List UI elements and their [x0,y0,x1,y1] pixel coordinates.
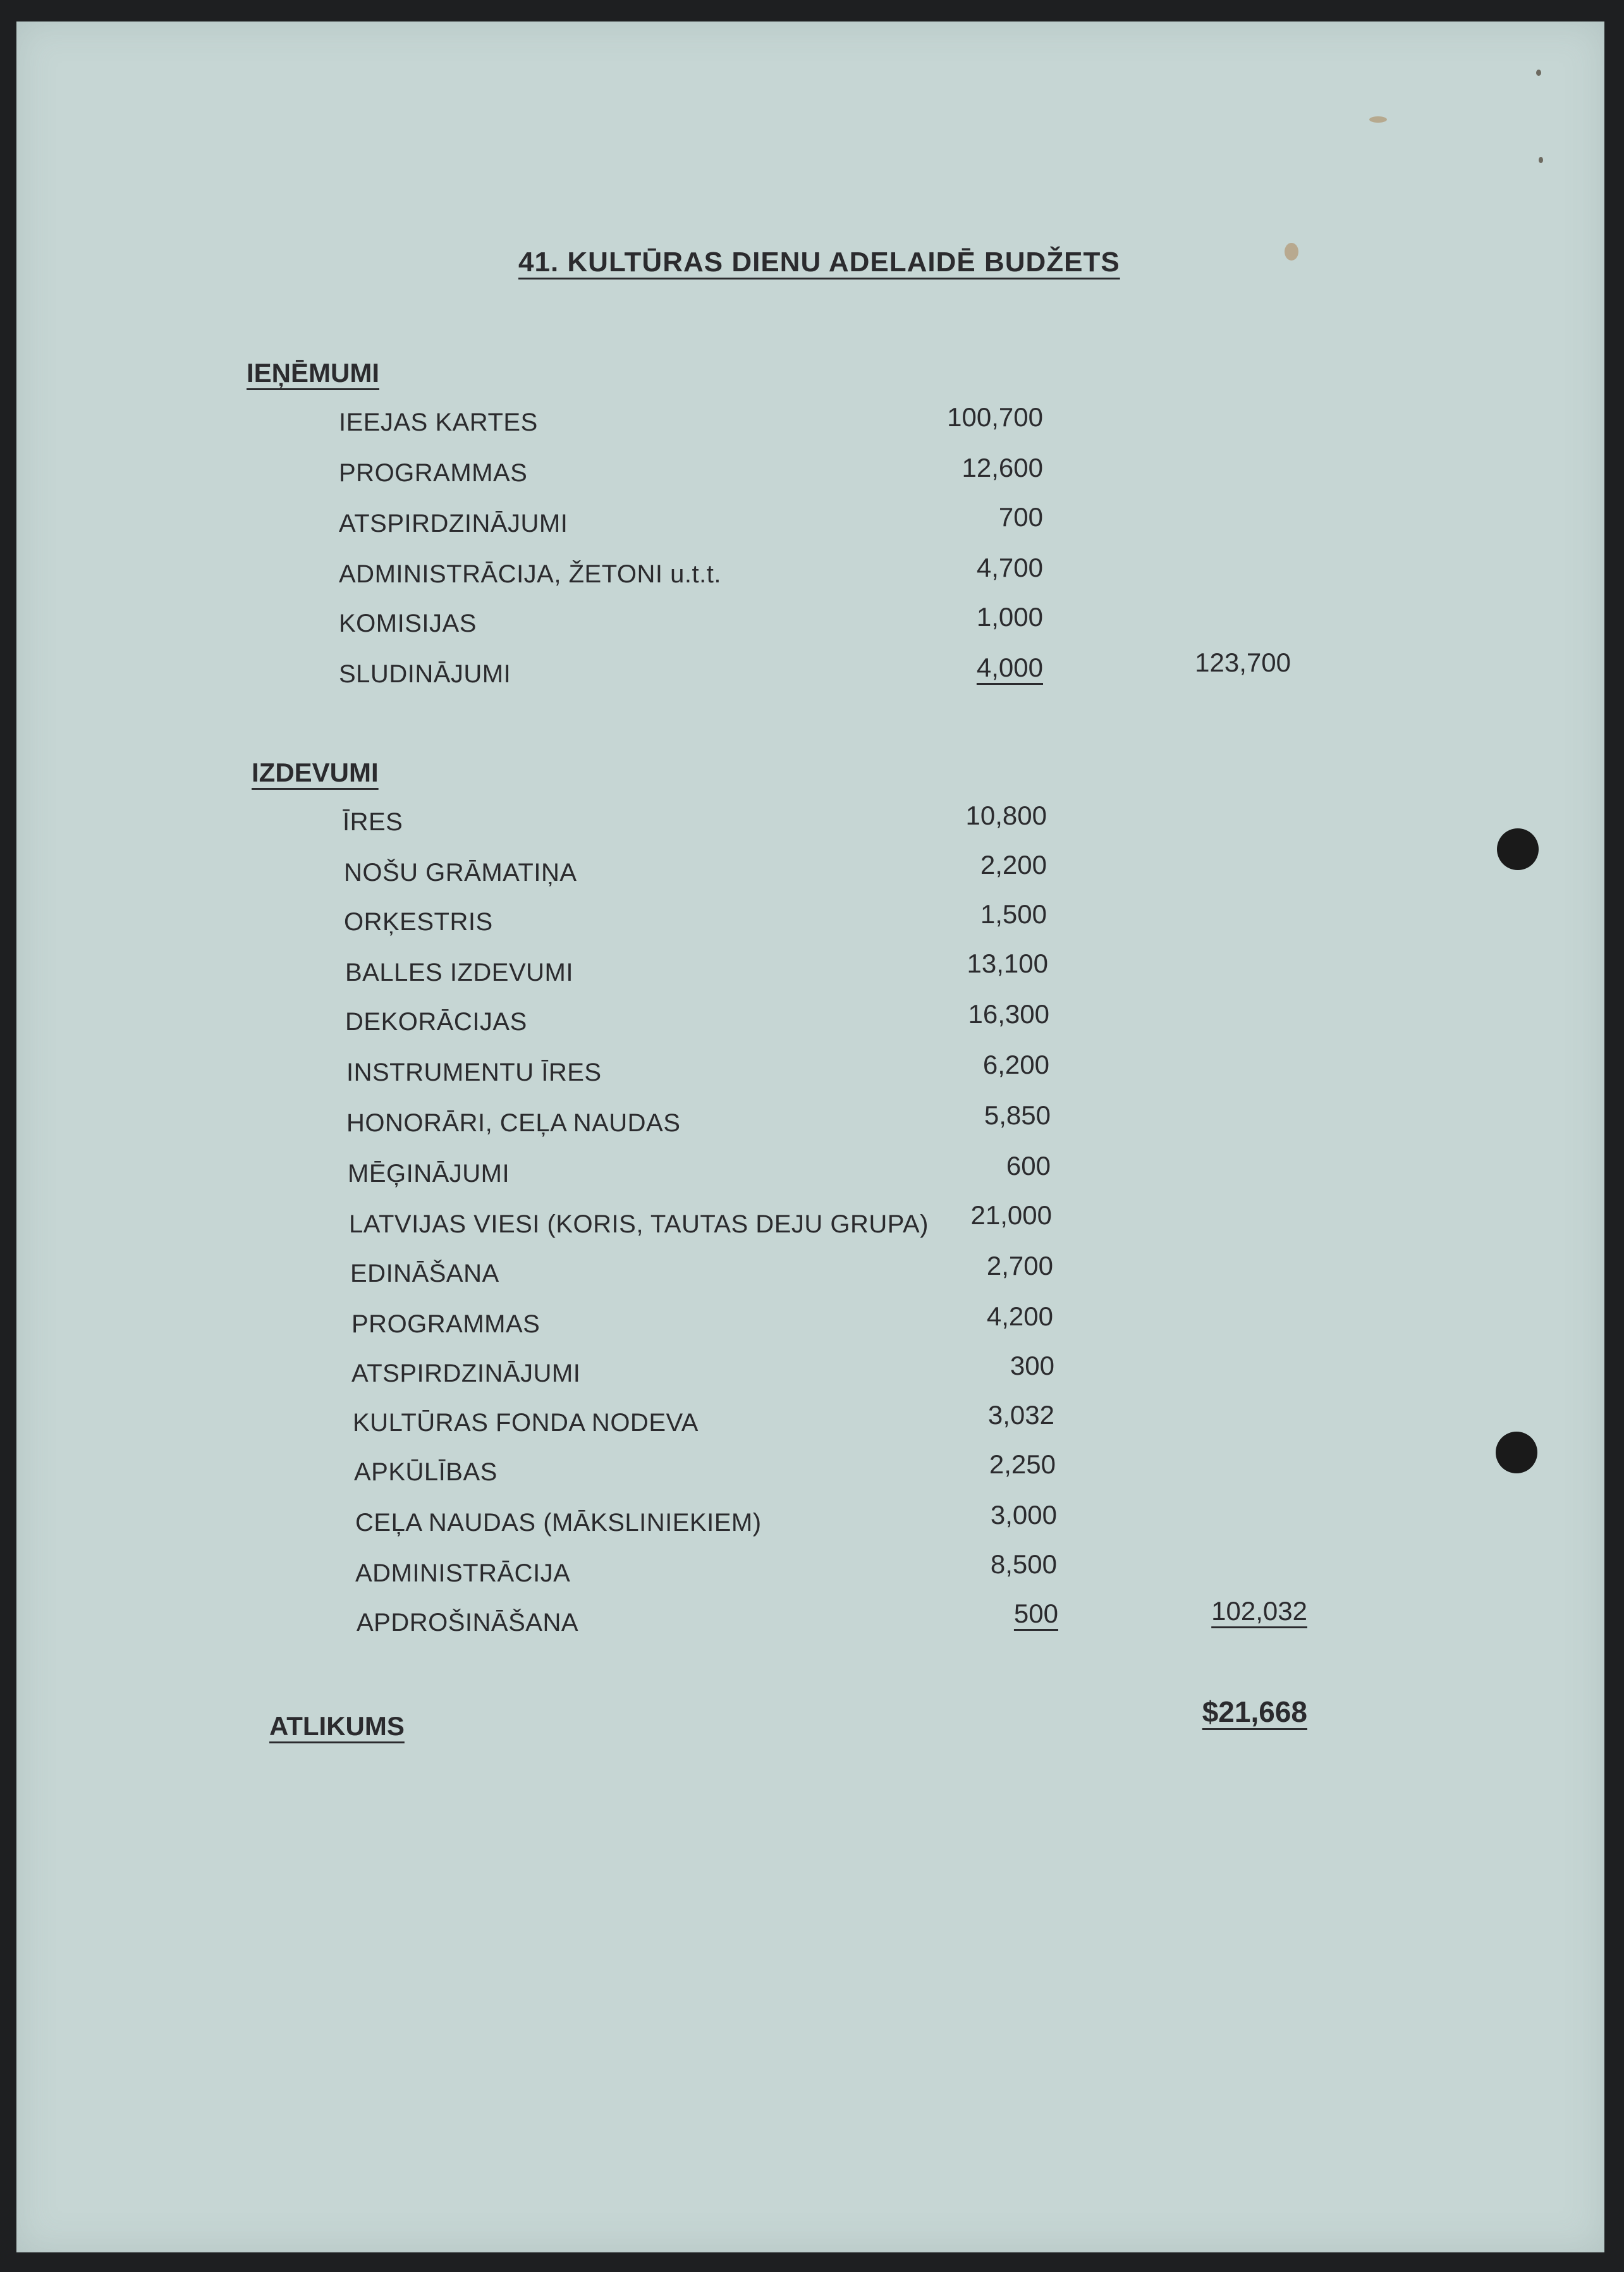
income-item-amount: 4,700 [976,553,1043,582]
expense-item-label: PROGRAMMAS [351,1310,540,1338]
income-item-label: SLUDINĀJUMI [339,660,511,688]
balance-label: ATLIKUMS [269,1711,405,1741]
expense-item-label: ADMINISTRĀCIJA [355,1559,571,1587]
expense-item-label: ATSPIRDZINĀJUMI [351,1360,581,1387]
expense-item-amount: 3,032 [987,1400,1054,1430]
paper-speck [1536,70,1541,76]
expense-item-label: LATVIJAS VIESI (KORIS, TAUTAS DEJU GRUPA) [349,1210,929,1238]
income-item-amount: 700 [998,502,1043,532]
income-item-amount: 1,000 [976,602,1043,632]
paper-speck [1539,157,1543,163]
expense-item-amount: 500 [1013,1599,1058,1628]
expense-item-label: ORĶESTRIS [344,908,493,936]
income-item-label: IEEJAS KARTES [339,408,538,436]
expense-item-amount: 2,700 [986,1251,1053,1280]
expense-item-amount: 10,800 [965,801,1047,830]
income-item-amount: 100,700 [947,402,1043,432]
paper-stain [1285,243,1298,261]
income-item-amount: 12,600 [962,453,1043,482]
income-item-label: KOMISIJAS [339,610,477,637]
expense-item-label: CEĻA NAUDAS (MĀKSLINIEKIEM) [355,1509,762,1537]
expense-item-amount: 6,200 [982,1050,1049,1079]
income-item-label: PROGRAMMAS [339,459,528,487]
expense-item-amount: 21,000 [970,1200,1052,1230]
expense-item-amount: 2,250 [989,1449,1056,1479]
income-item-amount: 4,000 [976,653,1043,682]
expense-item-amount: 300 [1010,1351,1054,1380]
expense-item-amount: 4,200 [986,1301,1053,1331]
punch-hole [1497,828,1539,870]
punch-hole [1496,1432,1537,1473]
expense-item-label: NOŠU GRĀMATIŅA [344,859,577,887]
expenses-total: 102,032 [1211,1596,1307,1626]
expense-item-label: DEKORĀCIJAS [345,1008,527,1036]
page-title: 41. KULTŪRAS DIENU ADELAIDĒ BUDŽETS [518,247,1120,278]
expense-item-label: ĪRES [343,808,403,836]
expense-item-amount: 1,500 [980,899,1047,929]
expense-item-label: KULTŪRAS FONDA NODEVA [353,1409,699,1437]
paper-stain [1369,116,1387,123]
expense-item-amount: 2,200 [980,850,1047,880]
income-heading: IEŅĒMUMI [247,358,379,388]
expense-item-label: APKŪLĪBAS [354,1458,498,1486]
expense-item-amount: 13,100 [967,949,1048,978]
income-item-label: ADMINISTRĀCIJA, ŽETONI u.t.t. [339,560,721,588]
document-page [16,21,1604,2252]
expense-item-label: BALLES IZDEVUMI [345,959,573,986]
balance-amount: $21,668 [1202,1695,1307,1728]
expense-item-amount: 3,000 [990,1500,1057,1530]
income-total: 123,700 [1195,648,1291,677]
expense-item-label: EDINĀŠANA [350,1260,499,1287]
expense-item-label: INSTRUMENTU ĪRES [346,1059,602,1086]
expense-item-label: MĒĢINĀJUMI [348,1160,510,1188]
expense-item-amount: 600 [1006,1151,1051,1181]
expense-item-amount: 8,500 [990,1549,1057,1579]
expense-item-amount: 16,300 [968,999,1049,1029]
expenses-heading: IZDEVUMI [252,758,379,787]
income-item-label: ATSPIRDZINĀJUMI [339,510,568,537]
expense-item-amount: 5,850 [984,1100,1051,1130]
expense-item-label: HONORĀRI, CEĻA NAUDAS [346,1109,681,1137]
expense-item-label: APDROŠINĀŠANA [357,1609,579,1636]
